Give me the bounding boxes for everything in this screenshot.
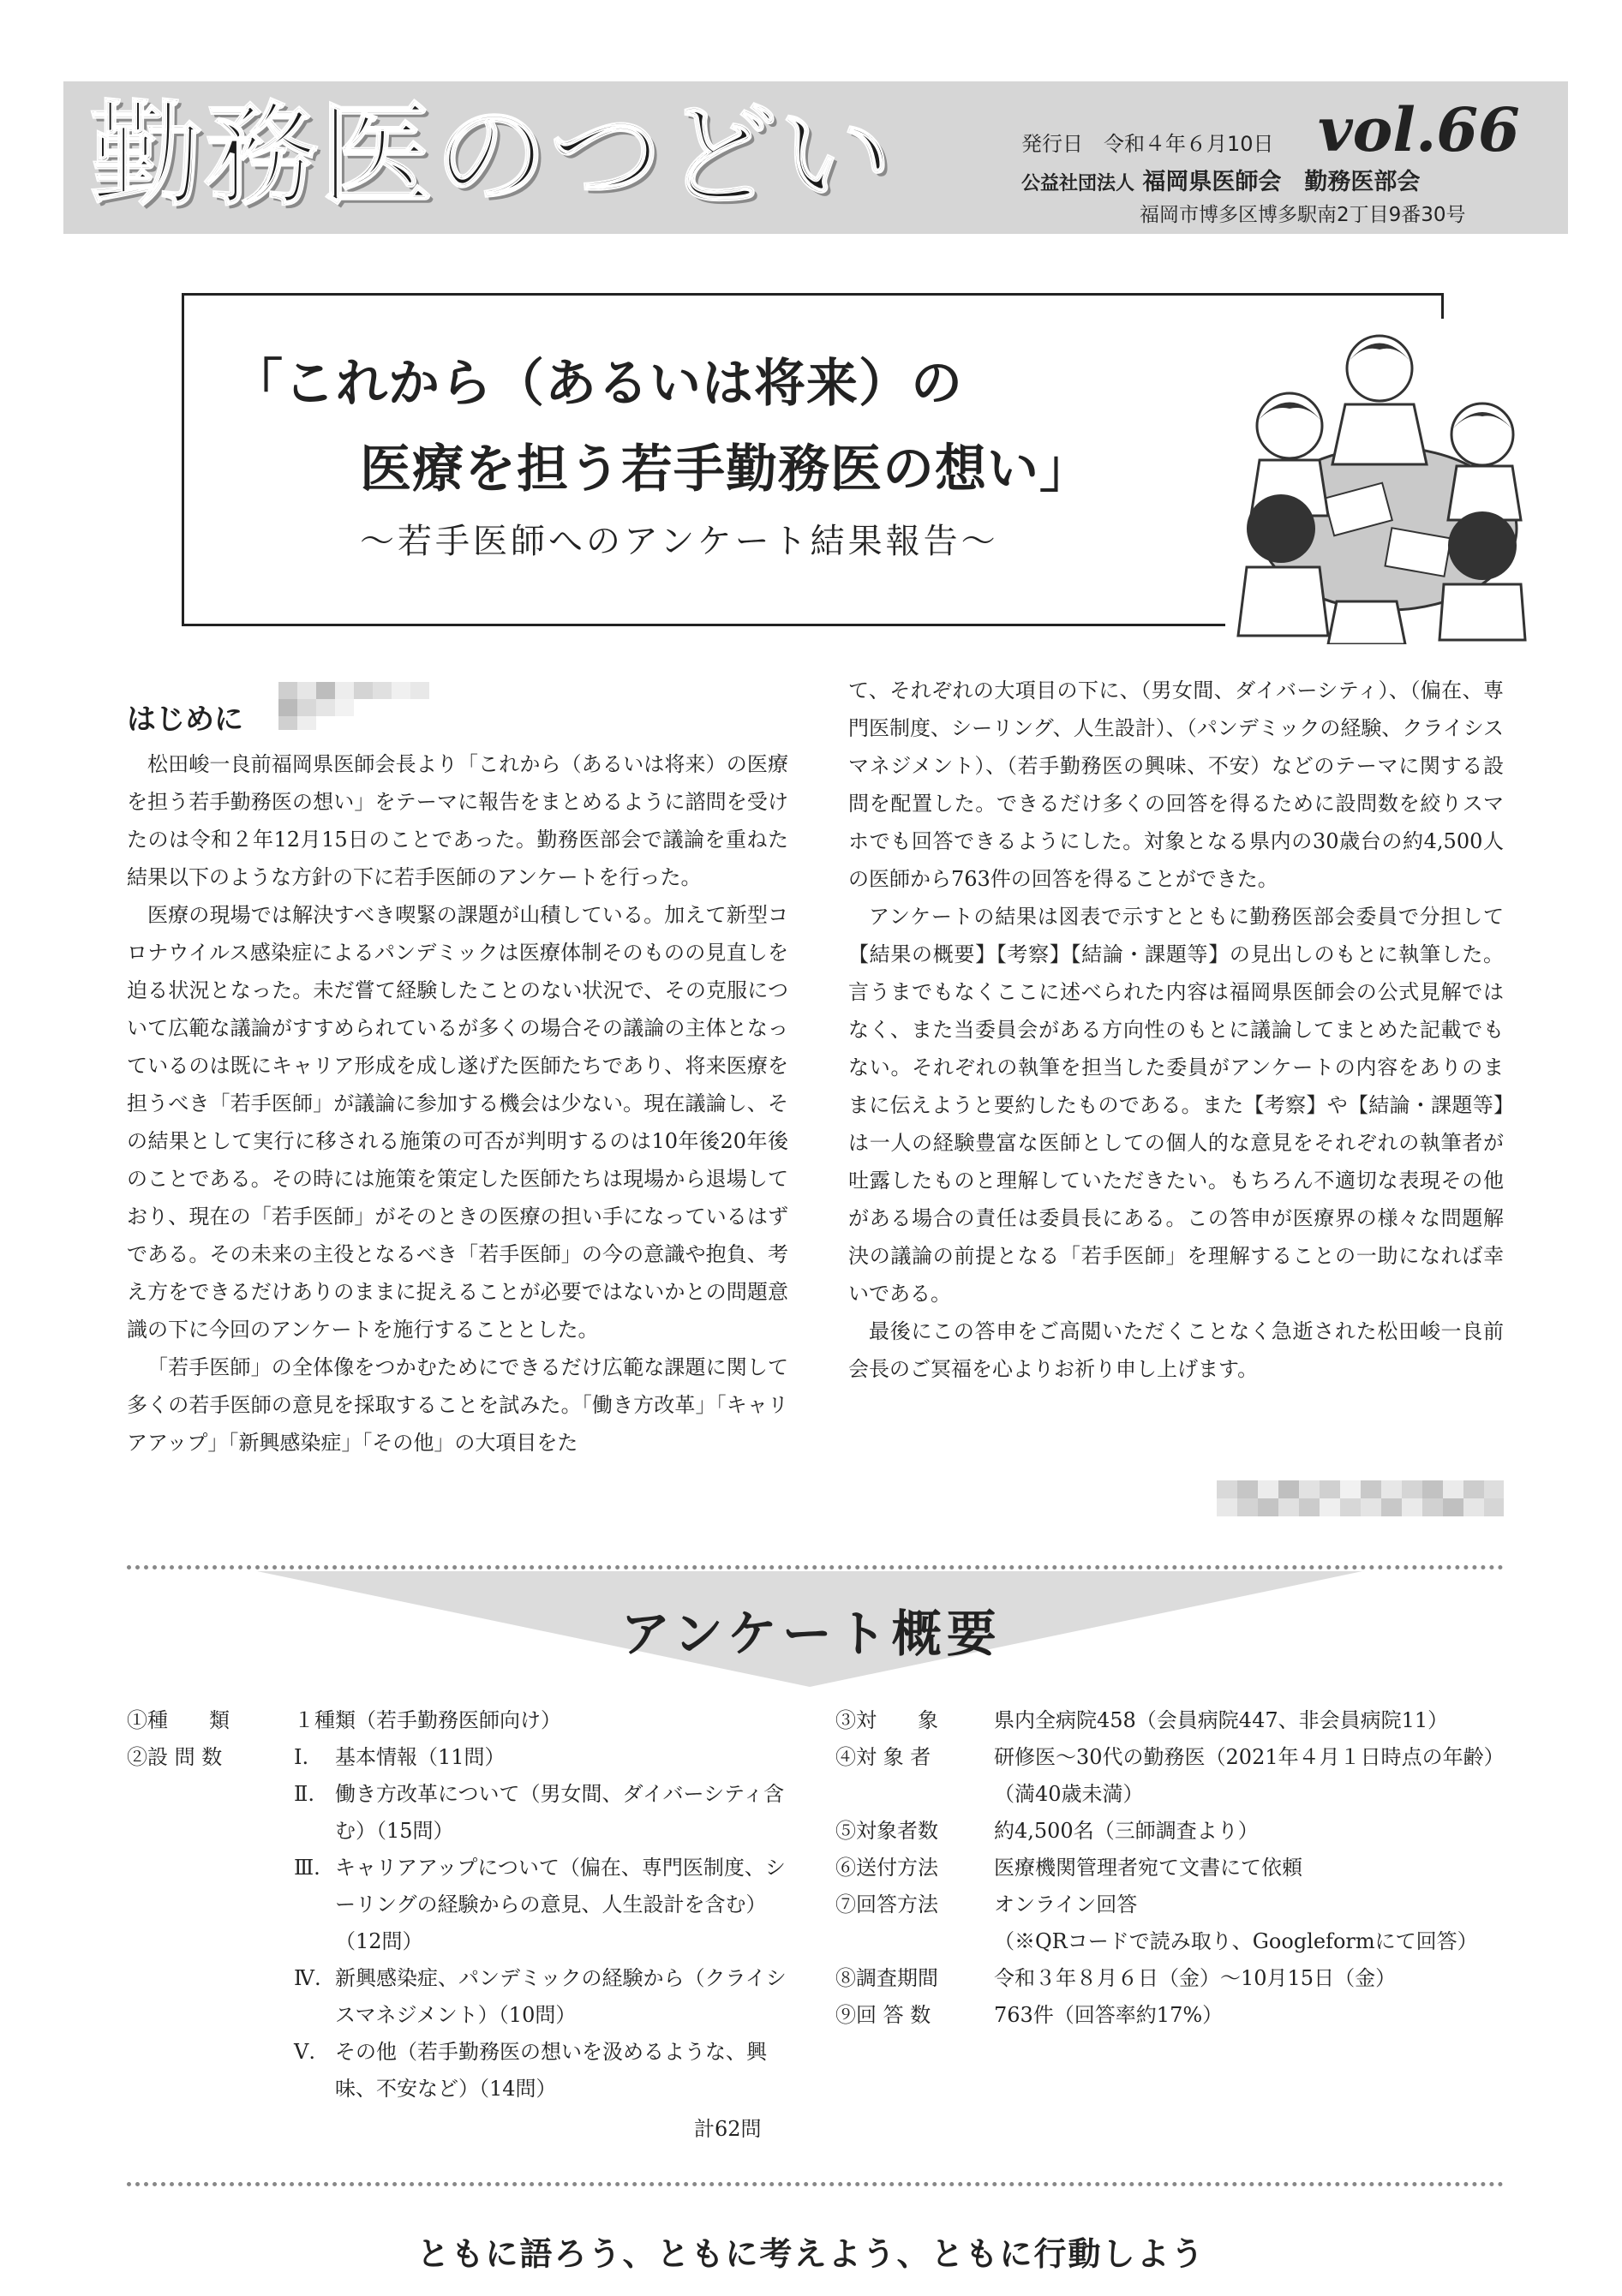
question-group	[294, 1960, 795, 2034]
question-group-text: キャリアアップについて（偏在、専門医制度、シーリングの経験からの意見、人生設計を含む）（12問）	[335, 1856, 786, 1953]
intro-heading: はじめに	[127, 703, 243, 737]
intro-paragraph: アンケートの結果は図表で示すとともに勤務医部会委員で分担して【結果の概要】【考察】【結論・課題等】の見出しのもとに執筆した。言うまでもなくここに述べられた内容は福岡県医師会の公式見解ではなく、また当委員会がある方向性のもとに議論してまとめた記載でもない。それぞれの執筆を担当した委員がアンケートの内容をありのままに伝えようと要約したものである。また【考察】や【結論・課題等】は一人の経験豊富な医師としての個人的な意見をそれぞれの執筆者が吐露したものと理解していただきたい。もちろん不適切な表現その他がある場合の責任は委員長にある。この答申が医療界の様々な問題解決の議論の前提となる「若手医師」を理解することの一助になれば幸いである。	[848, 905, 1504, 1306]
publication-date	[1021, 127, 1274, 157]
intro-paragraph: て、それぞれの大項目の下に、（男女間、ダイバーシティ）、（偏在、専門医制度、シーリング、人生設計）、（パンデミックの経験、クライシスマネジメント）、（若手勤務医の興味、不安）などのテーマに関する設問を配置した。できるだけ多くの回答を得るために設問数を絞りスマホでも回答できるようにした。対象となる県内の30歳台の約4,500人の医師から763件の回答を得ることができた。	[848, 679, 1504, 891]
overview-label: ⑦回答方法	[835, 1892, 938, 1916]
overview-item	[835, 1739, 1504, 1813]
publisher	[1021, 163, 1420, 196]
intro-paragraph: 最後にこの答申をご高閲いただくことなく急逝された松田峻一良前会長のご冥福を心よりお祈り申し上げます。	[848, 1319, 1504, 1381]
question-group-number: Ⅲ.	[294, 1856, 320, 1880]
publisher-address: 福岡市博多区博多駅南2丁目9番30号	[1140, 204, 1466, 226]
meeting-illustration	[1225, 319, 1534, 644]
feature-title-line1: 「これから（あるいは将来）の	[231, 354, 963, 414]
overview-item	[835, 1997, 1504, 2034]
feature-subtitle: 〜若手医師へのアンケート結果報告〜	[360, 522, 999, 561]
org-prefix: 公益社団法人	[1021, 173, 1135, 194]
overview-value: 県内全病院458（会員病院447、非会員病院11）	[994, 1708, 1449, 1732]
overview-item	[835, 1886, 1504, 1923]
overview-label: ④対 象 者	[835, 1745, 931, 1769]
org-name: 福岡県医師会 勤務医部会	[1142, 169, 1421, 195]
overview-value: 約4,500名（三師調査より）	[994, 1819, 1259, 1843]
overview-value: １種類（若手勤務医師向け）	[294, 1708, 561, 1732]
overview-item-questions	[127, 1739, 795, 2108]
overview-item	[835, 1960, 1504, 1997]
overview-label: ⑥送付方法	[835, 1856, 938, 1880]
newsletter-logo: 勤務医のつどい	[90, 90, 894, 222]
overview-label: ③対 象	[835, 1708, 938, 1732]
question-group	[294, 1776, 795, 1850]
pub-date-value: 令和４年６月10日	[1104, 132, 1274, 156]
overview-item	[835, 1702, 1504, 1739]
overview-value: 医療機関管理者宛て文書にて依頼	[994, 1856, 1302, 1880]
overview-label: ①種 類	[127, 1708, 230, 1732]
overview-item	[835, 1850, 1504, 1886]
overview-value: 763件（回答率約17%）	[994, 2003, 1224, 2027]
intro-paragraph: 松田峻一良前福岡県医師会長より「これから（あるいは将来）の医療を担う若手勤務医の想い」をテーマに報告をまとめるように諮問を受けたのは令和２年12月15日のことであった。勤務医部会で議論を重ねた結果以下のような方針の下に若手医師のアンケートを行った。	[127, 752, 788, 889]
mosaic-decoration	[278, 682, 441, 730]
question-group	[294, 2034, 795, 2108]
overview-title: アンケート概要	[620, 1605, 1002, 1663]
intro-left-column	[127, 745, 788, 1462]
section-divider	[127, 2182, 1504, 2186]
overview-value: オンライン回答	[994, 1892, 1138, 1916]
question-group	[294, 1850, 795, 1960]
question-group-text: 働き方改革について（男女間、ダイバーシティ含む）（15問）	[335, 1782, 785, 1843]
question-group-text: 新興感染症、パンデミックの経験から（クライシスマネジメント）（10問）	[335, 1966, 787, 2027]
intro-paragraph: 「若手医師」の全体像をつかむためにできるだけ広範な課題に関して多くの若手医師の意見を採取することを試みた。「働き方改革」「キャリアアップ」「新興感染症」「その他」の大項目をた	[127, 1355, 788, 1455]
volume-number: vol.66	[1318, 94, 1520, 165]
intro-paragraph: 医療の現場では解決すべき喫緊の課題が山積している。加えて新型コロナウイルス感染症によるパンデミックは医療体制そのものの見直しを迫る状況となった。未だ嘗て経験したことのない状況で、その克服について広範な議論がすすめられているが多くの場合その議論の主体となっているのは既にキャリア形成を成し遂げた医師たちであり、将来医療を担うべき「若手医師」が議論に参加する機会は少ない。現在議論し、その結果として実行に移される施策の可否が判明するのは10年後20年後のことである。その時には施策を策定した医師たちは現場から退場しており、現在の「若手医師」がそのときの医療の担い手になっているはずである。その未来の主役となるべき「若手医師」の今の意識や抱負、考え方をできるだけありのままに捉えることが必要ではないかとの問題意識の下に今回のアンケートを施行することとした。	[127, 903, 788, 1342]
feature-title-line2: 医療を担う若手勤務医の想い」	[360, 439, 1092, 499]
overview-item	[835, 1813, 1504, 1850]
overview-label: ⑤対象者数	[835, 1819, 938, 1843]
question-group-number: Ⅴ.	[294, 2040, 315, 2064]
question-group	[294, 1739, 795, 1776]
question-group-number: Ⅳ.	[294, 1966, 321, 1990]
question-group-number: Ⅰ.	[294, 1745, 309, 1769]
question-group-text: 基本情報（11問）	[335, 1745, 506, 1769]
overview-right-list	[835, 1702, 1504, 2034]
question-total: 計62問	[694, 2117, 762, 2141]
mosaic-decoration	[1217, 1480, 1504, 1516]
overview-label: ⑧調査期間	[835, 1966, 938, 1990]
overview-label: ⑨回 答 数	[835, 2003, 931, 2027]
question-group-text: その他（若手勤務医の想いを汲めるような、興味、不安など）（14問）	[335, 2040, 767, 2101]
intro-right-column	[848, 672, 1504, 1388]
pub-label: 発行日	[1021, 132, 1083, 156]
overview-value: 研修医〜30代の勤務医（2021年４月１日時点の年齢）（満40歳未満）	[994, 1745, 1494, 1806]
footer-slogan: ともに語ろう、ともに考えよう、ともに行動しよう	[416, 2235, 1206, 2273]
overview-item-type	[127, 1702, 795, 1739]
overview-left-list	[127, 1702, 795, 2108]
overview-value: 令和３年８月６日（金）〜10月15日（金）	[994, 1966, 1397, 1990]
question-group-number: Ⅱ.	[294, 1782, 314, 1806]
section-divider	[127, 1565, 1504, 1570]
answer-method-note: （※QRコードで読み取り、Googleformにて回答）	[994, 1929, 1478, 1953]
overview-label: ②設 問 数	[127, 1745, 223, 1769]
